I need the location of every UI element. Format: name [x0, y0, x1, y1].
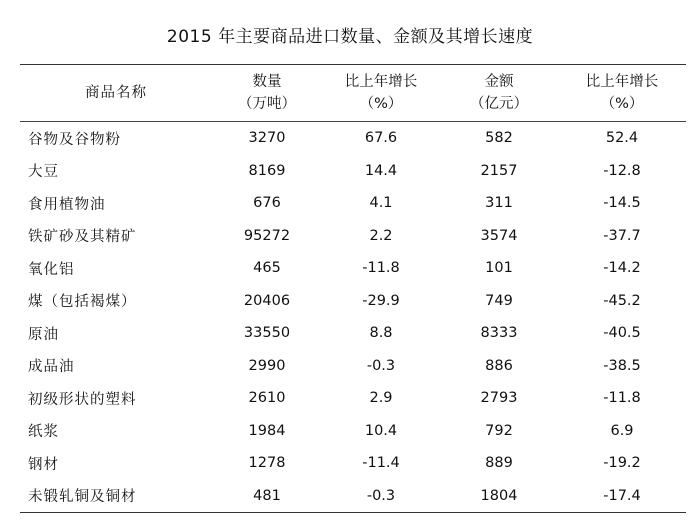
quantity-cell: 95272 [243, 227, 291, 244]
header-quantity [212, 65, 322, 122]
amount-growth-cell: -14.2 [603, 260, 641, 277]
amount-growth-cell: -14.5 [603, 195, 641, 212]
header-amount-label: 金额 [484, 74, 514, 90]
commodity-name: 食用植物油 [28, 196, 106, 213]
quantity-cell: 1984 [248, 422, 286, 439]
table-title: 2015 年主要商品进口数量、金额及其增长速度 [166, 27, 534, 47]
amount-growth-cell: -19.2 [603, 455, 641, 472]
header-quantity-growth-label: 比上年增长 [344, 74, 418, 90]
commodity-name: 大豆 [28, 164, 59, 181]
table-row [20, 252, 686, 285]
amount-growth-cell: -12.8 [603, 162, 641, 179]
quantity-growth-cell: 67.6 [364, 130, 398, 147]
quantity-cell: 676 [253, 195, 281, 212]
commodity-name: 初级形状的塑料 [28, 391, 137, 408]
amount-cell: 582 [485, 130, 513, 147]
quantity-growth-cell: 4.1 [369, 195, 393, 212]
header-commodity [20, 65, 212, 122]
quantity-cell: 465 [253, 260, 281, 277]
quantity-growth-cell: 8.8 [369, 325, 393, 342]
quantity-growth-cell: 2.2 [369, 227, 393, 244]
amount-cell: 749 [485, 292, 513, 309]
header-quantity-growth [322, 65, 440, 122]
commodity-name: 成品油 [28, 359, 75, 376]
amount-growth-cell: -11.8 [603, 390, 641, 407]
table-row [20, 122, 686, 155]
header-commodity-label: 商品名称 [85, 85, 147, 101]
amount-cell: 8333 [480, 325, 518, 342]
table-row [20, 317, 686, 350]
table-row [20, 447, 686, 480]
commodity-name: 氧化铝 [28, 261, 75, 278]
amount-cell: 792 [485, 422, 513, 439]
commodity-name: 钢材 [28, 456, 59, 473]
header-quantity-growth-unit: （%） [359, 96, 403, 112]
commodity-name: 原油 [28, 326, 59, 343]
header-amount-growth-label: 比上年增长 [585, 74, 659, 90]
amount-cell: 101 [485, 260, 513, 277]
header-amount-growth [558, 65, 686, 122]
quantity-cell: 481 [253, 487, 281, 504]
table-row [20, 480, 686, 513]
quantity-growth-cell: -29.9 [362, 292, 400, 309]
import-table [20, 64, 686, 513]
quantity-growth-cell: 2.9 [369, 390, 393, 407]
amount-cell: 311 [485, 195, 513, 212]
header-amount [440, 65, 558, 122]
quantity-growth-cell: -11.8 [362, 260, 400, 277]
table-row [20, 187, 686, 220]
amount-growth-cell: -37.7 [603, 227, 641, 244]
header-amount-unit: （亿元） [470, 96, 528, 112]
amount-cell: 2157 [480, 162, 518, 179]
amount-growth-cell: -40.5 [603, 325, 641, 342]
commodity-name: 铁矿砂及其精矿 [28, 229, 137, 246]
amount-cell: 889 [485, 455, 513, 472]
header-quantity-label: 数量 [252, 74, 282, 90]
header-amount-growth-unit: （%） [600, 96, 644, 112]
quantity-cell: 2990 [248, 357, 286, 374]
amount-growth-cell: -45.2 [603, 292, 641, 309]
quantity-cell: 20406 [243, 292, 291, 309]
commodity-name: 未锻轧铜及铜材 [28, 489, 137, 506]
quantity-growth-cell: -0.3 [366, 357, 396, 374]
amount-growth-cell: 6.9 [610, 422, 634, 439]
quantity-cell: 33550 [243, 325, 291, 342]
table-row [20, 285, 686, 318]
header-quantity-unit: （万吨） [238, 96, 296, 112]
amount-cell: 2793 [480, 390, 518, 407]
quantity-growth-cell: 14.4 [364, 162, 398, 179]
amount-growth-cell: -38.5 [603, 357, 641, 374]
quantity-cell: 3270 [248, 130, 286, 147]
quantity-cell: 8169 [248, 162, 286, 179]
table-row [20, 382, 686, 415]
table-row [20, 415, 686, 448]
header-row [20, 65, 686, 122]
commodity-name: 纸浆 [28, 424, 59, 441]
table-row [20, 220, 686, 253]
table-row [20, 155, 686, 188]
quantity-cell: 1278 [248, 455, 286, 472]
quantity-growth-cell: 10.4 [364, 422, 398, 439]
quantity-cell: 2610 [248, 390, 286, 407]
commodity-name: 谷物及谷物粉 [28, 131, 121, 148]
amount-cell: 1804 [480, 487, 518, 504]
amount-cell: 886 [485, 357, 513, 374]
amount-growth-cell: -17.4 [603, 487, 641, 504]
amount-growth-cell: 52.4 [605, 130, 639, 147]
quantity-growth-cell: -11.4 [362, 455, 400, 472]
quantity-growth-cell: -0.3 [366, 487, 396, 504]
amount-cell: 3574 [480, 227, 518, 244]
table-row [20, 350, 686, 383]
commodity-name: 煤（包括褐煤） [28, 294, 137, 311]
